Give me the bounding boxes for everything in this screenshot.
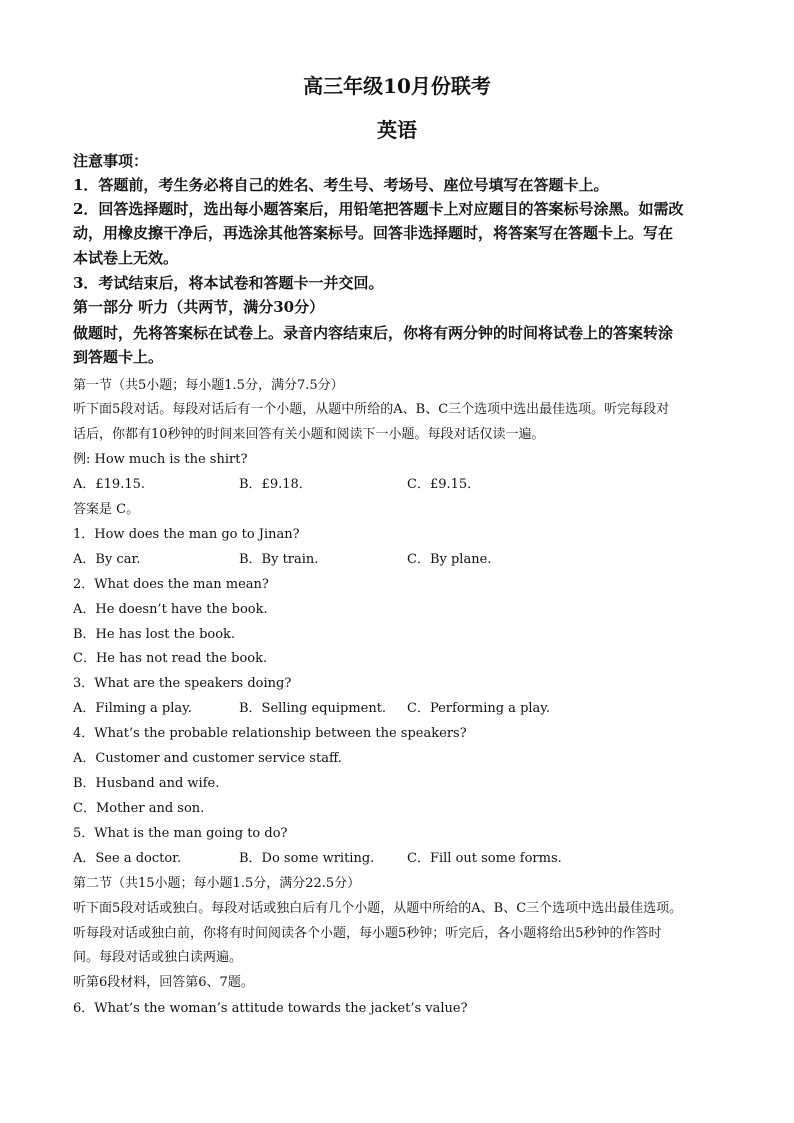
section1-heading: 第一节（共5小题；每小题1.5分，满分7.5分） <box>73 378 344 393</box>
q3-option-b: B．Selling equipment. <box>239 701 387 716</box>
q1-option-a: A．By car. <box>73 552 141 567</box>
example-option-c: C．£9.15． <box>407 477 481 492</box>
section2-instruction: 间。每段对话或独白读两遍。 <box>73 950 243 965</box>
q2-option-b: B．He has lost the book. <box>73 627 236 642</box>
q4-option-a: A．Customer and customer service staff. <box>73 751 342 766</box>
question-2: 2．What does the man mean? <box>73 577 269 592</box>
section1-instruction: 听下面5段对话。每段对话后有一个小题，从题中所给的A、B、C三个选项中选出最佳选项。听完每段对 <box>73 402 670 417</box>
part1-heading: 第一部分 听力（共两节，满分30分） <box>73 298 325 316</box>
q3-option-c: C．Performing a play. <box>407 701 551 716</box>
q1-option-b: B．By train. <box>239 552 319 567</box>
example-option-b: B．£9.18． <box>239 477 312 492</box>
section1-instruction: 话后，你都有10秒钟的时间来回答有关小题和阅读下一小题。每段对话仅读一遍。 <box>73 427 545 442</box>
q3-option-a: A．Filming a play. <box>73 701 192 716</box>
notice-item: 1．答题前，考生务必将自己的姓名、考生号、考场号、座位号填写在答题卡上。 <box>73 176 609 194</box>
notice-item: 动，用橡皮擦干净后，再选涂其他答案标号。回答非选择题时，将答案写在答题卡上。写在 <box>73 224 674 242</box>
q5-option-a: A．See a doctor. <box>73 851 182 866</box>
q5-option-b: B．Do some writing. <box>239 851 375 866</box>
notice-item: 2．回答选择题时，选出每小题答案后，用铅笔把答题卡上对应题目的答案标号涂黑。如需改 <box>73 200 684 218</box>
question-4: 4．What’s the probable relationship between the speakers? <box>73 726 467 741</box>
section2-instruction: 听下面5段对话或独白。每段对话或独白后有几个小题，从题中所给的A、B、C三个选项中选出最佳选项。 <box>73 901 683 916</box>
subject-title: 英语 <box>377 118 417 142</box>
notice-item: 本试卷上无效。 <box>73 249 179 267</box>
example-option-a: A．£19.15. <box>73 477 146 492</box>
q5-option-c: C．Fill out some forms. <box>407 851 562 866</box>
q4-option-b: B．Husband and wife. <box>73 776 220 791</box>
notice-heading: 注意事项： <box>73 152 149 170</box>
example-answer: 答案是 C。 <box>73 502 140 517</box>
notice-item: 3．考试结束后，将本试卷和答题卡一并交回。 <box>73 274 384 292</box>
q2-option-c: C．He has not read the book. <box>73 651 268 666</box>
question-1: 1．How does the man go to Jinan? <box>73 527 300 542</box>
question-3: 3．What are the speakers doing? <box>73 676 292 691</box>
part1-instruction: 做题时，先将答案标在试卷上。录音内容结束后，你将有两分钟的时间将试卷上的答案转涂 <box>73 324 674 342</box>
exam-title: 高三年级10月份联考 <box>303 74 491 98</box>
q4-option-c: C．Mother and son. <box>73 801 205 816</box>
section2-instruction: 听每段对话或独白前，你将有时间阅读各个小题，每小题5秒钟；听完后，各小题将给出5秒钟的作答时 <box>73 926 662 941</box>
question-6: 6．What’s the woman’s attitude towards the jacket’s value? <box>73 1001 468 1016</box>
q1-option-c: C．By plane. <box>407 552 492 567</box>
example-question: 例: How much is the shirt? <box>73 452 248 467</box>
question-5: 5．What is the man going to do? <box>73 826 288 841</box>
section2-heading: 第二节（共15小题；每小题1.5分，满分22.5分） <box>73 876 361 891</box>
q2-option-a: A．He doesn’t have the book. <box>73 602 268 617</box>
part1-instruction: 到答题卡上。 <box>73 348 164 366</box>
material-note: 听第6段材料，回答第6、7题。 <box>73 975 254 990</box>
